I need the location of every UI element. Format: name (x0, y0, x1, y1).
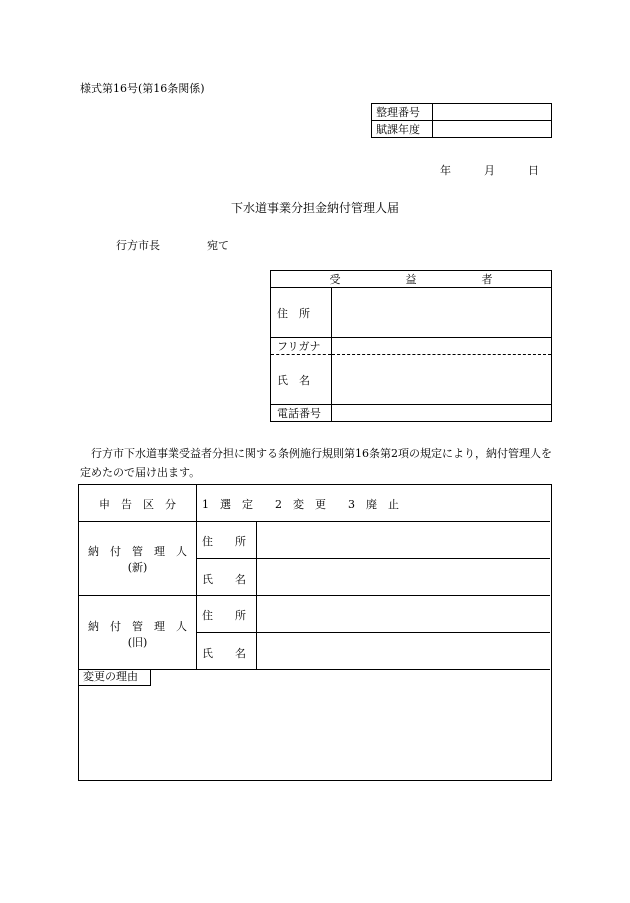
beneficiary-furigana-row (271, 338, 552, 355)
day-label: 日 (528, 164, 539, 177)
new-name-label: 氏 名 (202, 573, 246, 586)
beneficiary-header-row (271, 271, 552, 288)
reason-label: 変更の理由 (79, 670, 151, 686)
old-tag: (旧) (127, 636, 148, 649)
old-address-label: 住 所 (202, 609, 246, 622)
serial-number-field[interactable] (433, 104, 552, 121)
reason-field[interactable] (79, 687, 550, 777)
header-char-3: 者 (481, 273, 493, 286)
phone-field[interactable] (332, 405, 552, 422)
old-address-field[interactable] (257, 596, 549, 631)
new-tag: (新) (127, 561, 148, 574)
beneficiary-address-field[interactable] (332, 288, 552, 338)
body-text: 行方市下水道事業受益者分担に関する条例施行規則第16条第2項の規定により，納付管理人を定めたので届け出ます。 (80, 447, 552, 479)
old-name-field[interactable] (257, 633, 549, 668)
year-label: 年 (440, 164, 451, 177)
admin-row-serial (372, 104, 552, 121)
old-name-label: 氏 名 (202, 647, 246, 660)
date-line (440, 162, 539, 178)
addressee-name: 行方市長 (116, 239, 160, 252)
beneficiary-table (270, 270, 552, 422)
divider (196, 485, 197, 669)
furigana-label: フリガナ (271, 338, 332, 355)
declaration-label: 申 告 区 分 (99, 498, 176, 511)
new-name-field[interactable] (257, 559, 549, 594)
declaration-options[interactable]: 1 選 定 2 変 更 3 廃 止 (202, 498, 399, 511)
levy-year-label: 賦課年度 (372, 121, 433, 138)
header-char-2: 益 (405, 273, 417, 286)
document-title: 下水道事業分担金納付管理人届 (230, 201, 399, 215)
form-number: 様式第16号(第16条関係) (80, 82, 205, 95)
beneficiary-name-field[interactable] (332, 355, 552, 405)
new-manager-label: 納 付 管 理 人 (88, 545, 187, 558)
phone-label: 電話番号 (271, 405, 332, 422)
beneficiary-header (271, 271, 552, 288)
new-address-label: 住 所 (202, 535, 246, 548)
addressee (116, 237, 229, 253)
levy-year-field[interactable] (433, 121, 552, 138)
furigana-field[interactable] (332, 338, 552, 355)
beneficiary-address-label: 住 所 (271, 288, 332, 338)
month-label: 月 (484, 164, 495, 177)
beneficiary-name-label: 氏 名 (271, 355, 332, 405)
header-char-1: 受 (329, 273, 341, 286)
beneficiary-phone-row (271, 405, 552, 422)
addressee-suffix: 宛て (207, 239, 229, 252)
old-manager-label: 納 付 管 理 人 (88, 620, 187, 633)
beneficiary-address-row (271, 288, 552, 338)
serial-number-label: 整理番号 (372, 104, 433, 121)
beneficiary-name-row (271, 355, 552, 405)
admin-box (371, 103, 552, 138)
new-address-field[interactable] (257, 522, 549, 557)
main-table (78, 484, 552, 781)
admin-row-year (372, 121, 552, 138)
